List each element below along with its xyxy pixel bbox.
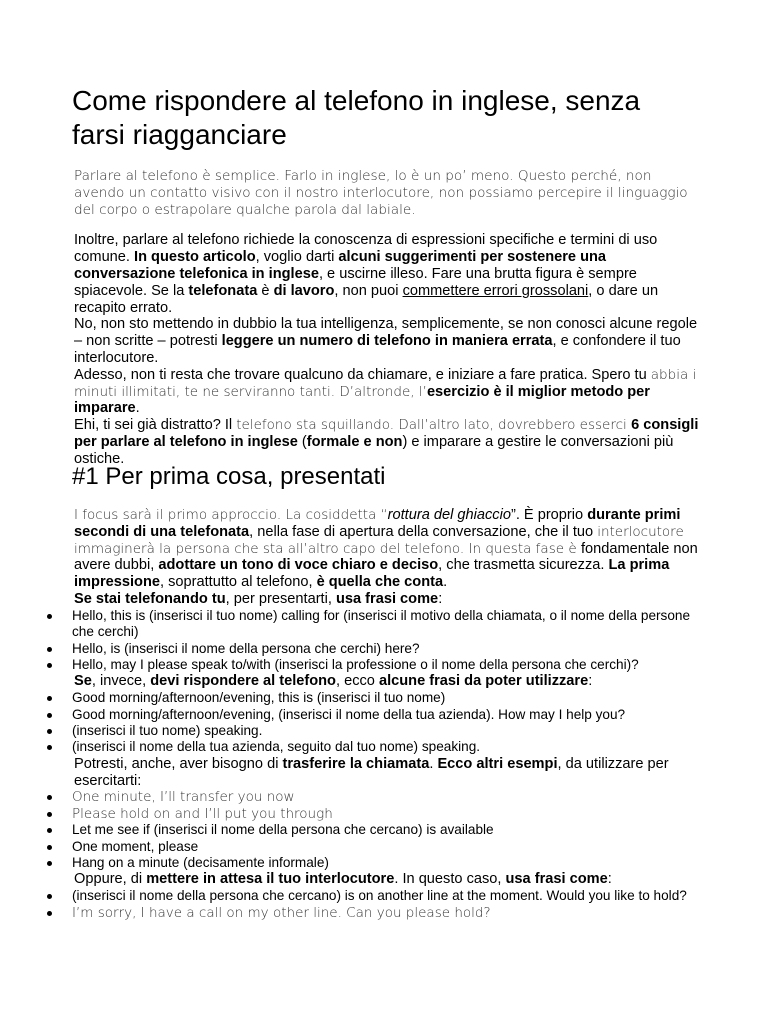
bullet-icon [47, 894, 52, 899]
bold-run: usa frasi come [505, 871, 608, 888]
underlined-link-text[interactable]: commettere errori grossolani [402, 282, 589, 299]
bullet-icon [47, 911, 52, 916]
text-run: Oppure, di [74, 871, 147, 888]
text-run: , voglio darti [255, 249, 339, 266]
list-item-text: (inserisci il tuo nome) speaking. [72, 723, 263, 739]
bullet-icon [47, 812, 52, 817]
text-run: : [588, 673, 593, 690]
bold-run: Ecco altri esempi [437, 755, 558, 772]
section-1-paragraph-4 [74, 756, 700, 790]
list-item-text: Hello, may I please speak to/with (inserisci la professione o il nome della persona che cerchi)? [72, 657, 639, 672]
text-run: , e uscirne illeso. Fare una brutta figura è sempre spiacevole. Se la [74, 265, 637, 299]
text-run: , soprattutto al telefono, [159, 574, 317, 591]
text-run: No, non sto mettendo in dubbio la tua intelligenza, semplicemente, se non conosci alcune regole – non scritte – potresti [74, 316, 698, 350]
text-run: Ehi, ti sei già distratto? Il [74, 417, 237, 434]
list-item-text: I’m sorry, I have a call on my other line. Can you please hold? [72, 904, 491, 921]
section-1-paragraph-2 [74, 591, 700, 608]
bold-run: Se [74, 673, 92, 690]
list-item-text: Good morning/afternoon/evening, this is (inserisci il tuo nome) [72, 690, 446, 706]
bullet-icon [47, 713, 52, 718]
text-run: Inoltre, parlare al telefono richiede la conoscenza di espressioni specifiche e termini di uso comune. [74, 232, 658, 266]
text-run: . [429, 755, 438, 772]
text-run: , ecco [335, 673, 379, 690]
list-item [72, 855, 700, 871]
bullet-list-transfer-phrases [74, 789, 700, 871]
bullet-list-caller-phrases [74, 608, 700, 674]
intro-block [74, 168, 700, 468]
bullet-list-hold-phrases [74, 888, 700, 921]
text-run: ”. È proprio [510, 507, 588, 523]
bullet-icon [47, 614, 52, 619]
bold-run: adottare un tono di voce chiaro e deciso [158, 557, 439, 574]
section-1-paragraph-3 [74, 673, 700, 690]
text-run: , o dare un recapito errato. [74, 282, 659, 316]
list-item-text: One minute, I’ll transfer you now [72, 789, 295, 806]
bold-run: formale e non [306, 433, 403, 450]
section-1-paragraph-1 [74, 507, 700, 591]
bold-run: usa frasi come [335, 590, 439, 607]
bold-run: leggere un numero di telefono in maniera errata [221, 333, 553, 350]
list-item-text: (inserisci il nome della persona che cercano) is on another line at the moment. Would you like to hold? [72, 888, 687, 904]
bullet-icon [47, 729, 52, 734]
bullet-list-answer-phrases [74, 690, 700, 756]
text-run: è [257, 282, 274, 299]
list-item-text: Hello, this is (inserisci il tuo nome) calling for (inserisci il motivo della chiamata, o il nome della persone che cerchi) [72, 607, 691, 640]
list-item [72, 789, 700, 805]
bold-run: 6 consigli per parlare al telefono in inglese [74, 417, 699, 450]
intro-paragraph-5 [74, 417, 700, 467]
section-1-paragraph-5 [74, 871, 700, 888]
bold-run: mettere in attesa il tuo interlocutore [146, 871, 395, 888]
text-run: ) e imparare a gestire le conversazioni più ostiche. [74, 433, 674, 467]
section-heading-1: #1 Per prima cosa, presentati [72, 463, 386, 490]
bold-run: alcune frasi da poter utilizzare [378, 673, 589, 690]
bold-run: devi rispondere al telefono [150, 673, 336, 690]
text-run: : [607, 871, 612, 888]
bullet-icon [47, 745, 52, 750]
text-run: , che trasmetta sicurezza. [438, 557, 609, 574]
list-item [72, 657, 700, 673]
text-run: telefono sta squillando. Dall’altro lato, dovrebbero esserci [236, 417, 632, 434]
list-item [72, 608, 700, 641]
bold-run: La prima impressione [74, 557, 670, 591]
bold-run: telefonata [188, 282, 258, 299]
bold-run: In questo articolo [134, 249, 256, 266]
list-item [72, 839, 700, 855]
text-run: : [438, 590, 443, 607]
text-run: , nella fase di apertura della conversazione, che il tuo [249, 523, 598, 540]
bullet-icon [47, 795, 52, 800]
list-item [72, 806, 700, 822]
text-run: I focus sarà il primo approccio. La cosiddetta “ [74, 507, 388, 523]
bullet-icon [47, 663, 52, 668]
bold-run: è quella che conta [316, 574, 444, 591]
list-item-text: Good morning/afternoon/evening, (inserisci il nome della tua azienda). How may I help you? [72, 706, 626, 722]
italic-run: rottura del ghiaccio [387, 507, 511, 523]
bullet-icon [47, 828, 52, 833]
list-item [72, 707, 700, 723]
list-item-text: (inserisci il nome della tua azienda, seguito dal tuo nome) speaking. [72, 739, 481, 755]
list-item [72, 739, 700, 755]
bullet-icon [47, 861, 52, 866]
text-run: abbia i minuti illimitati, te ne serviranno tanti. D’altronde, l’ [74, 366, 697, 400]
bold-run: alcuni suggerimenti per sostenere una conversazione telefonica in inglese [74, 249, 607, 282]
text-run: , per presentarti, [225, 590, 336, 607]
text-run: Adesso, non ti resta che trovare qualcuno da chiamare, e iniziare a fare pratica. Spero tu [74, 366, 651, 383]
bullet-icon [47, 845, 52, 850]
text-run: . [443, 574, 448, 591]
text-run: ( [297, 433, 307, 450]
text-run: fondamentale non avere dubbi, [74, 540, 698, 574]
list-item [72, 888, 700, 904]
text-run: , non puoi [334, 282, 403, 299]
intro-paragraph-3 [74, 316, 700, 366]
list-item-text: Hang on a minute (decisamente informale) [72, 855, 329, 871]
list-item [72, 690, 700, 706]
bold-run: durante primi secondi di una telefonata [74, 507, 681, 540]
bullet-icon [47, 696, 52, 701]
bold-run: trasferire la chiamata [282, 755, 430, 772]
section-1-block [74, 507, 700, 921]
list-item-text: Hello, is (inserisci il nome della persona che cerchi) here? [72, 640, 420, 656]
bold-run: di lavoro [273, 282, 335, 299]
text-run: , da utilizzare per esercitarti: [74, 755, 669, 789]
text-run: . In questo caso, [394, 871, 506, 888]
intro-paragraph-4 [74, 367, 700, 417]
bold-run: esercizio è il miglior metodo per imparare [74, 383, 650, 417]
text-run: Potresti, anche, aver bisogno di [74, 755, 283, 772]
list-item-text: One moment, please [72, 838, 199, 854]
intro-paragraph-1: Parlare al telefono è semplice. Farlo in inglese, lo è un po’ meno. Questo perché, non avendo un contatto visivo con il nostro interlocutore, non possiamo percepire il linguaggio del corpo o estrapolare qualche parola dal labiale. [74, 168, 688, 218]
text-run: interlocutore immaginerà la persona che sta all’altro capo del telefono. In questa fase è [74, 523, 684, 557]
list-item-text: Let me see if (inserisci il nome della persona che cercano) is available [72, 822, 494, 838]
list-item [72, 822, 700, 838]
list-item [72, 641, 700, 657]
list-item [72, 723, 700, 739]
intro-paragraph-2 [74, 232, 700, 316]
text-run: , e confondere il tuo interlocutore. [74, 333, 681, 366]
bold-run: Se stai telefonando tu [74, 590, 226, 607]
list-item [72, 905, 700, 921]
bullet-icon [47, 647, 52, 652]
text-run: . [135, 400, 140, 417]
page-title: Come rispondere al telefono in inglese, senza farsi riagganciare [72, 85, 641, 150]
text-run: , invece, [91, 673, 151, 690]
list-item-text: Please hold on and I’ll put you through [72, 805, 333, 822]
